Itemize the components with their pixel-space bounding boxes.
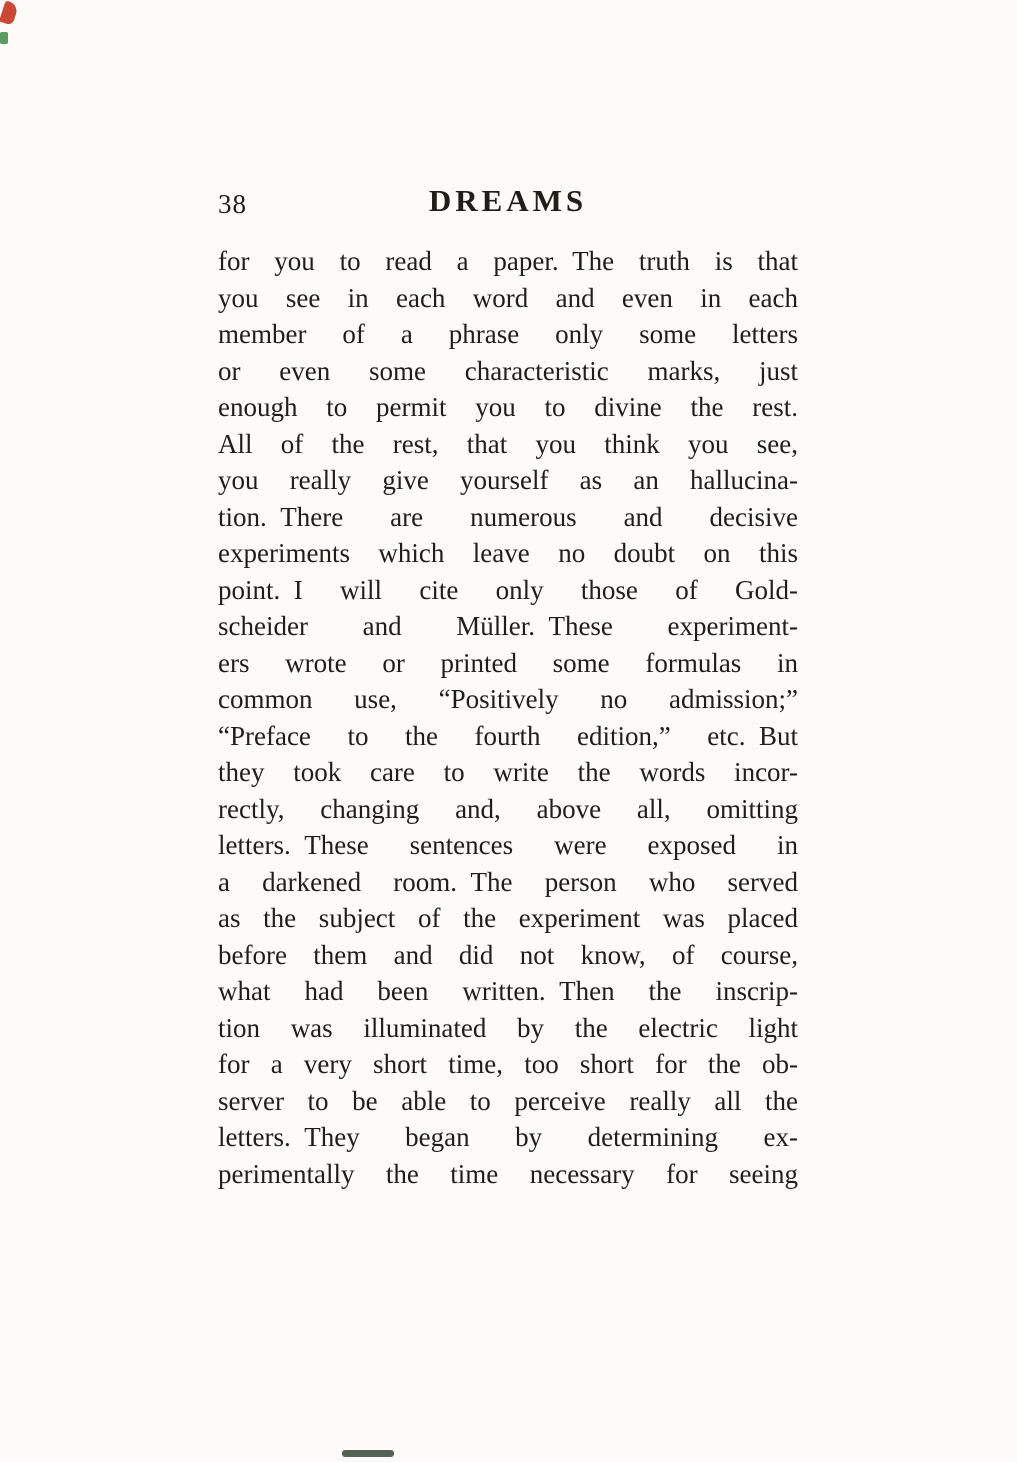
scan-artifact-top-green <box>0 32 8 44</box>
page-header <box>218 183 798 223</box>
body-text-block <box>218 243 798 1192</box>
text-line: rectly, changing and, above all, omitting <box>218 793 798 824</box>
text-line: letters. These sentences were exposed in <box>218 830 798 860</box>
text-line: you really give yourself as an hallucina- <box>218 465 798 495</box>
text-line: they took care to write the words incor- <box>218 757 798 787</box>
text-line: server to be able to perceive really all the <box>218 1085 798 1116</box>
text-line: member of a phrase only some letters <box>218 319 798 349</box>
text-line: for a very short time, too short for the ob- <box>218 1049 798 1079</box>
scan-artifact-top-red <box>0 0 19 25</box>
text-line: tion. There are numerous and decisive <box>218 501 798 532</box>
text-line: common use, “Positively no admission;” <box>218 684 798 714</box>
text-line: scheider and Müller. These experiment- <box>218 611 798 641</box>
text-line: what had been written. Then the inscrip- <box>218 976 798 1006</box>
text-line: you see in each word and even in each <box>218 282 798 313</box>
text-line: or even some characteristic marks, just <box>218 355 798 386</box>
text-line: “Preface to the fourth edition,” etc. But <box>218 720 798 751</box>
running-head-title: DREAMS <box>428 183 588 218</box>
text-line: enough to permit you to divine the rest. <box>218 392 798 422</box>
text-line: point. I will cite only those of Gold- <box>218 574 798 605</box>
text-line: ers wrote or printed some formulas in <box>218 647 798 678</box>
text-line: a darkened room. The person who served <box>218 866 798 897</box>
text-line: All of the rest, that you think you see, <box>218 428 798 459</box>
page-number: 38 <box>218 189 247 219</box>
text-line: as the subject of the experiment was placed <box>218 903 798 933</box>
text-line: letters. They began by determining ex- <box>218 1122 798 1152</box>
text-line: tion was illuminated by the electric light <box>218 1012 798 1043</box>
text-line: for you to read a paper. The truth is that <box>218 246 798 276</box>
text-line: experiments which leave no doubt on this <box>218 538 798 568</box>
text-line: perimentally the time necessary for seeing <box>218 1158 798 1189</box>
scan-artifact-bottom-dark <box>342 1450 394 1457</box>
text-line: before them and did not know, of course, <box>218 939 798 970</box>
